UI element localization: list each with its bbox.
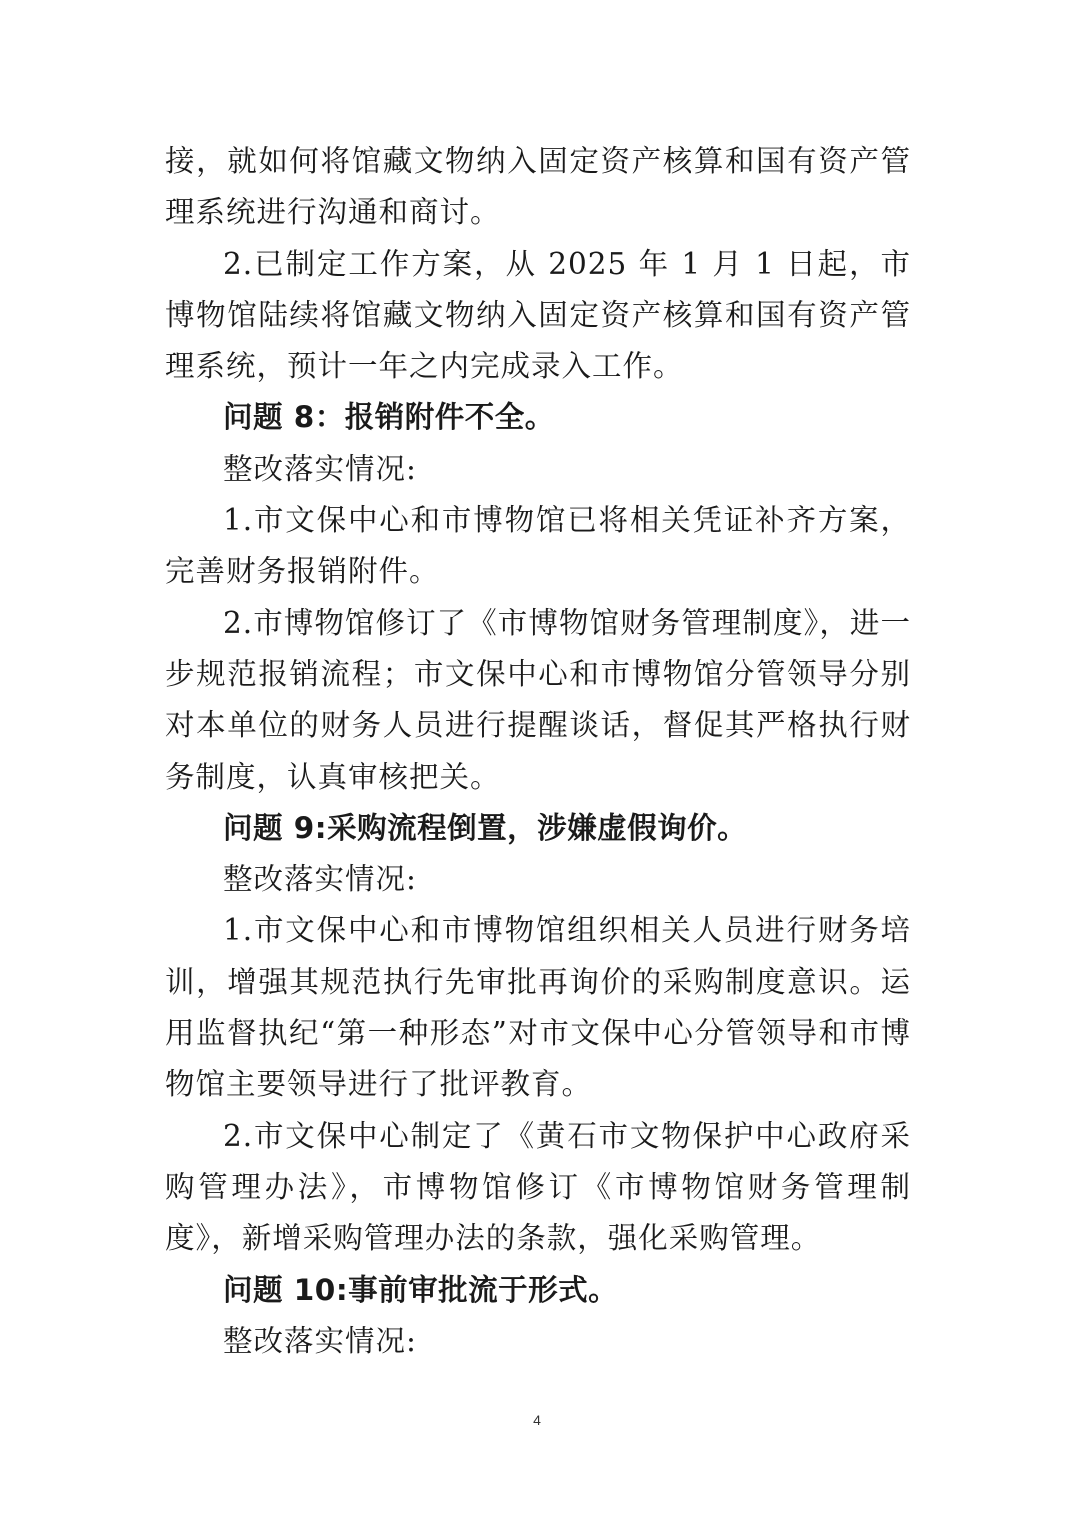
paragraph-issue-8-item-2: 2.市博物馆修订了《市博物馆财务管理制度》，进一步规范报销流程；市文保中心和市博物馆分管领导分别对本单位的财务人员进行提醒谈话，督促其严格执行财务制度，认真审核把关。 [165,605,911,794]
issue-10-heading: 问题 10:事前审批流于形式。 [223,1272,619,1307]
rectification-label: 整改落实情况: [223,862,417,897]
paragraph-work-plan: 2.已制定工作方案，从 2025 年 1 月 1 日起，市博物馆陆续将馆藏文物纳入固定资产核算和国有资产管理系统，预计一年之内完成录入工作。 [165,246,911,384]
paragraph-issue-9-item-1: 1.市文保中心和市博物馆组织相关人员进行财务培训，增强其规范执行先审批再询价的采购制度意识。运用监督执纪“第一种形态”对市文保中心分管领导和市博物馆主要领导进行了批评教育。 [165,913,911,1102]
paragraph-continuation: 接，就如何将馆藏文物纳入固定资产核算和国有资产管理系统进行沟通和商讨。 [165,144,911,230]
document-body [165,136,911,1367]
paragraph-issue-9-item-2: 2.市文保中心制定了《黄石市文物保护中心政府采购管理办法》，市博物馆修订《市博物馆财务管理制度》，新增采购管理办法的条款，强化采购管理。 [165,1118,911,1256]
page-number: 4 [533,1412,541,1428]
rectification-label: 整改落实情况: [223,1323,417,1358]
paragraph-issue-8-item-1: 1.市文保中心和市博物馆已将相关凭证补齐方案，完善财务报销附件。 [165,503,911,589]
issue-8-heading: 问题 8：报销附件不全。 [223,400,555,435]
issue-9-heading: 问题 9:采购流程倒置，涉嫌虚假询价。 [223,810,748,845]
rectification-label: 整改落实情况: [223,451,417,486]
